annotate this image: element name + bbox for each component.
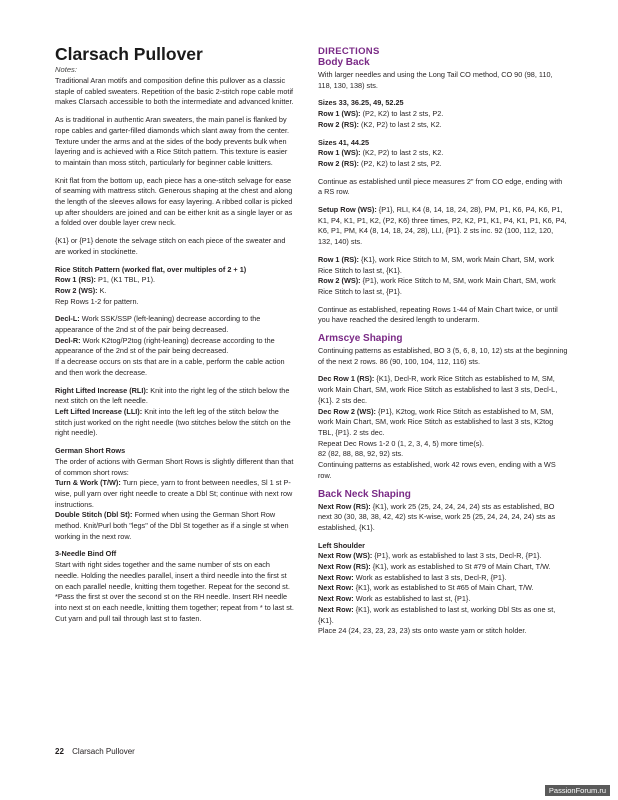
rli [55, 386, 295, 407]
rice-stitch-section [55, 265, 295, 308]
rice-row-1 [55, 275, 295, 286]
page-title: Clarsach Pullover [55, 44, 203, 64]
sizes-a-section [318, 98, 568, 130]
page-footer [55, 747, 135, 756]
rice-stitch-heading: Rice Stitch Pattern (worked flat, over multiples of 2 + 1) [55, 264, 247, 274]
ls-row-1-text: {P1}, work as established to last 3 sts, Decl-R, {P1}. [372, 551, 542, 561]
german-short-rows-section [55, 446, 295, 542]
sizes-a-row-1 [318, 109, 568, 120]
double-stitch [55, 510, 295, 542]
continue-ribbing: Continue as established until piece measures 2" from CO edge, ending with a RS row. [318, 176, 563, 197]
decl-note: If a decrease occurs on sts that are in a cable, perform the cable action and then work the decrease. [55, 357, 285, 377]
dec-row-2 [318, 407, 568, 439]
decl-r-label: Decl-R: [55, 335, 81, 345]
double-stitch-label: Double Stitch (Dbl St): [55, 510, 133, 520]
pattern-row-1-label: Row 1 (RS): [318, 254, 359, 264]
sizes-b-row-2-text: (P2, K2) to last 2 sts, P2. [358, 158, 442, 168]
pattern-rows [318, 255, 568, 298]
rice-row-1-label: Row 1 (RS): [55, 275, 96, 285]
turn-work [55, 478, 295, 510]
armscye-heading: Armscye Shaping [318, 333, 403, 345]
sizes-a-heading: Sizes 33, 36.25, 49, 52.25 [318, 98, 404, 108]
directions-heading: DIRECTIONS [318, 46, 380, 57]
back-neck-row-label: Next Row (RS): [318, 501, 371, 511]
decl-r [55, 336, 295, 357]
sizes-b-heading: Sizes 41, 44.25 [318, 137, 370, 147]
intro-paragraph-4: {K1} or {P1} denote the selvage stitch on each piece of the sweater and are worked in stockinette. [55, 236, 286, 256]
left-shoulder-heading: Left Shoulder [318, 540, 366, 550]
pattern-row-2-text: {P1}, work Rice Stitch to M, SM, work Main Chart, SM, work Rice Stitch to last st, {P1}. [318, 276, 556, 296]
rice-row-2 [55, 286, 295, 297]
turn-work-label: Turn & Work (T/W): [55, 478, 121, 488]
decrease-section [55, 314, 295, 378]
left-shoulder-section [318, 541, 568, 637]
dec-row-1-label: Dec Row 1 (RS): [318, 374, 375, 384]
pattern-row-2-label: Row 2 (WS): [318, 276, 361, 286]
rice-repeat: Rep Rows 1-2 for pattern. [55, 296, 139, 306]
double-stitch-text: Formed when using the German Short Row method. Knit/Purl both "legs" of the Dbl St together as if a single st when working in the next row. [55, 510, 289, 541]
sizes-a-row-1-text: (P2, K2) to last 2 sts, P2. [360, 109, 444, 119]
ls-row-3 [318, 573, 568, 584]
armscye-continue: Continuing patterns as established, work 42 rows even, ending with a WS row. [318, 460, 556, 480]
ls-row-6 [318, 605, 568, 626]
ls-row-2-label: Next Row (RS): [318, 562, 371, 572]
ls-row-1 [318, 551, 568, 562]
back-neck-row-text: {K1}, work 25 (25, 24, 24, 24, 24) sts as established, BO next 30 (30, 38, 38, 42, 42) sts K-wise, work 25 (25, 24, 24, 24, 24) sts as established, {K1}. [318, 501, 556, 532]
sizes-b-row-2-label: Row 2 (RS): [318, 158, 359, 168]
lli-label: Left Lifted Increase (LLI): [55, 406, 143, 416]
decl-l-text: Work SSK/SSP (left-leaning) decrease according to the appearance of the 2nd st of the pair being decreased. [55, 314, 261, 335]
sizes-b-row-2 [318, 159, 568, 170]
ls-row-5-text: Work as established to last st, {P1}. [353, 594, 471, 604]
ls-row-2-text: {K1}, work as established to St #79 of Main Chart, T/W. [370, 562, 551, 572]
watermark: PassionForum.ru [545, 785, 610, 796]
bind-off-heading: 3-Needle Bind Off [55, 549, 117, 559]
lifted-increase-section [55, 386, 295, 440]
left-column [55, 44, 295, 631]
rli-label: Right Lifted Increase (RLI): [55, 385, 149, 395]
sizes-a-row-2-text: (K2, P2) to last 2 sts, K2. [358, 119, 442, 129]
intro-paragraph-2: As is traditional in authentic Aran sweaters, the main panel is flanked by rope cables and garter-filled diamonds which slant away from the center. Texture under the arms and at the sides of the body prevents bulk when layering and is achieved with a Rice Stitch pattern. This texture is easier to maintain than moss stitch, particularly for beginner cable knitters. [55, 115, 290, 167]
armscye-intro: Continuing patterns as established, BO 3 (5, 6, 8, 10, 12) sts at the beginning of the next 2 rows. 86 (90, 100, 104, 112, 116) sts. [318, 346, 568, 366]
lli [55, 407, 295, 439]
dec-row-1-text: {K1}, Decl-R, work Rice Stitch as established to M, SM, work Main Chart, SM, work Rice Stitch as established to last 3 sts, Decl-L, {K1}. 2 sts dec. [318, 374, 558, 405]
dec-repeat: Repeat Dec Rows 1-2 0 (1, 2, 3, 4, 5) more time(s). [318, 438, 484, 448]
right-column [318, 46, 568, 644]
sizes-b-row-1 [318, 148, 568, 159]
pattern-row-1-text: {K1}, work Rice Stitch to M, SM, work Main Chart, SM, work Rice Stitch to last st, {K1}. [318, 254, 554, 275]
footer-title: Clarsach Pullover [72, 747, 135, 756]
ls-place: Place 24 (24, 23, 23, 23, 23) sts onto waste yarn or stitch holder. [318, 626, 527, 636]
ls-row-5 [318, 594, 568, 605]
sizes-b-row-1-label: Row 1 (WS): [318, 148, 361, 158]
setup-row [318, 205, 568, 248]
rice-row-1-text: P1, (K1 TBL, P1). [95, 275, 156, 285]
notes-label: Notes: [55, 65, 77, 74]
ls-row-3-label: Next Row: [318, 572, 354, 582]
intro-paragraph-3: Knit flat from the bottom up, each piece has a one-stitch selvage for ease of seaming with mattress stitch. Generous shaping at the chest and along the length of the sleeves allows for easy layering. A ribbed collar is picked up after shoulders are joined and can be either knit as a single layer or as a folded over double layer crew neck. [55, 175, 293, 228]
ls-row-4-label: Next Row: [318, 583, 354, 593]
german-intro: The order of actions with German Short Rows is slightly different than that of common short rows: [55, 456, 294, 477]
back-neck-heading: Back Neck Shaping [318, 488, 411, 500]
ls-row-3-text: Work as established to last 3 sts, Decl-R, {P1}. [353, 572, 507, 582]
lli-text: Knit into the left leg of the stitch below the stitch just worked on the right needle (two stitches below the stitch on the right needle). [55, 406, 291, 438]
decl-l [55, 314, 295, 335]
sizes-a-row-2-label: Row 2 (RS): [318, 119, 359, 129]
body-back-heading: Body Back [318, 57, 370, 68]
rli-text: Knit into the right leg of the stitch below the next stitch on the left needle. [55, 385, 290, 406]
dec-row-2-text: {P1}, K2tog, work Rice Stitch as established to M, SM, work Main Chart, SM, work Rice Stitch as established to last 3 sts, K2tog TBL, {P1}. 2 sts dec. [318, 406, 554, 437]
ls-row-6-text: {K1}, work as established to last st, working Dbl Sts as one st, {K1}. [318, 604, 556, 625]
bind-off-text: Start with right sides together and the same number of sts on each needle. Holding the needles parallel, insert a third needle into the first st on each parallel needle, knitting them together. Repeat for the second st. *Pass the first st over the second st on the RH needle. Insert RH needle into next st on each needle, knitting them together; repeat from * to last st. Cut yarn and pull tail through last st to fasten. [55, 560, 294, 623]
dec-counts: 82 (82, 88, 88, 92, 92) sts. [318, 449, 404, 459]
body-back-intro: With larger needles and using the Long Tail CO method, CO 90 (98, 110, 118, 130, 138) sts. [318, 70, 553, 90]
rice-row-2-label: Row 2 (WS): [55, 285, 98, 295]
dec-row-2-label: Dec Row 2 (WS): [318, 406, 376, 416]
sizes-a-row-2 [318, 120, 568, 131]
setup-row-label: Setup Row (WS): [318, 205, 377, 215]
armscye-decreases [318, 374, 568, 481]
page-number: 22 [55, 747, 64, 756]
back-neck-row [318, 502, 568, 534]
decl-l-label: Decl-L: [55, 314, 80, 324]
rice-row-2-text: K. [97, 285, 107, 295]
turn-work-text: Turn piece, yarn to front between needles, Sl 1 st P-wise, pull yarn over right needle to create a Dbl St; continue with next row instructions. [55, 478, 293, 509]
german-heading: German Short Rows [55, 446, 126, 456]
dec-row-1 [318, 374, 568, 406]
ls-row-4-text: {K1}, work as established to St #65 of Main Chart, T/W. [353, 583, 534, 593]
bind-off-section [55, 549, 295, 624]
pattern-row-2 [318, 276, 568, 297]
ls-row-4 [318, 583, 568, 594]
sizes-b-row-1-text: (K2, P2) to last 2 sts, K2. [360, 148, 444, 158]
continue-chart: Continue as established, repeating Rows 1-44 of Main Chart twice, or until you have reached the desired length to underarm. [318, 304, 558, 325]
intro-paragraph-1: Traditional Aran motifs and composition define this pullover as a classic staple of cabled sweaters. Repetition of the basic 2-stitch rope cable motif makes Clarsach accessible to both the intermediate and advanced knitter. [55, 76, 294, 107]
ls-row-5-label: Next Row: [318, 594, 354, 604]
ls-row-1-label: Next Row (WS): [318, 551, 373, 561]
ls-row-2 [318, 562, 568, 573]
sizes-a-row-1-label: Row 1 (WS): [318, 109, 361, 119]
pattern-row-1 [318, 255, 568, 276]
ls-row-6-label: Next Row: [318, 604, 354, 614]
sizes-b-section [318, 138, 568, 170]
decl-r-text: Work K2tog/P2tog (right-leaning) decrease according to the appearance of the 2nd st of the pair being decreased. [55, 335, 275, 356]
setup-row-text: {P1}, RLI, K4 (8, 14, 18, 24, 28), PM, P1, K6, P4, K6, P1, K1, P4, K1, P1, K2, (P2, K6) three times, P2, K2, P1, K1, P4, K1, P1, K6, P4, K6, P1, PM, K4 (8, 14, 18, 24, 28), LLI, {P1}. 2 sts inc. 92 (100, 112, 120, 132, 140) sts. [318, 205, 567, 247]
